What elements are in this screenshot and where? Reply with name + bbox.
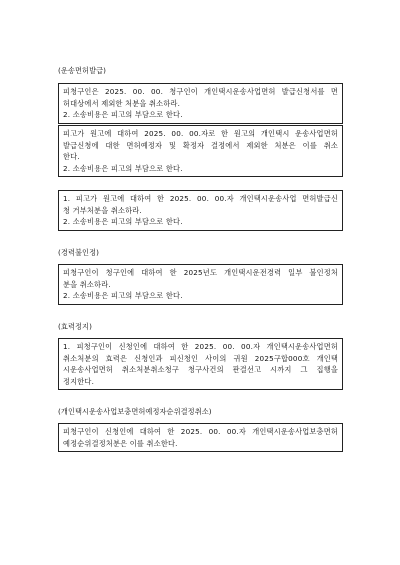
claim-line: 취소처분의 효력은 신청인과 피신청인 사이의 귀원 2025구합000호 개인택 xyxy=(63,353,338,363)
section-heading-suspension: (효력정지) xyxy=(58,322,92,331)
section-heading-license-issuance: (운송면허발급) xyxy=(58,66,107,75)
claim-line: 2. 소송비용은 피고의 부담으로 한다. xyxy=(63,291,183,300)
claim-line: 2. 소송비용은 피고의 부담으로 한다. xyxy=(63,110,183,119)
claim-line: 한다. xyxy=(63,152,80,161)
claim-line: 피청구인은 2025. 00. 00. 청구인이 개인택시운송사업면허 발급신청서를 면 xyxy=(63,87,338,96)
claim-line: 피청구인이 신청인에 대하여 한 2025. 00. 00.자 개인택시운송사업보충면허 xyxy=(63,427,338,436)
claim-box xyxy=(58,190,343,231)
claim-line: 발급신청에 대한 면허예정자 및 확정자 결정에서 제외한 처분은 이를 취소 xyxy=(63,140,338,150)
claim-line: 피청구인이 청구인에 대하여 한 2025년도 개인택시운전경력 일부 불인정처 xyxy=(63,268,338,277)
claim-line: 청 거부처분을 취소하라. xyxy=(63,205,142,215)
claim-box xyxy=(58,83,343,124)
section-heading-career-rejection: (경력불인정) xyxy=(58,248,100,257)
claim-line: 1. 피고가 원고에 대하여 한 2025. 00. 00.자 개인택시운송사업 면허발급신 xyxy=(63,194,338,203)
claim-line: 분을 취소하라. xyxy=(63,279,111,289)
claim-line: 2. 소송비용은 피고의 부담으로 한다. xyxy=(63,217,183,226)
claim-line: 허대상에서 제외한 처분을 취소하라. xyxy=(63,98,181,108)
claim-line: 정지한다. xyxy=(63,376,95,386)
claim-box xyxy=(58,264,343,305)
claim-box xyxy=(58,125,343,177)
claim-line: 시운송사업면허 취소처분취소청구 청구사건의 판결선고 시까지 그 집행을 xyxy=(63,365,338,374)
claim-line: 1. 피청구인이 신청인에 대하여 한 2025. 00. 00.자 개인택시운송사업면허 xyxy=(63,342,338,351)
claim-line: 2. 소송비용은 피고의 부담으로 한다. xyxy=(63,163,183,173)
claim-line: 피고가 원고에 대하여 2025. 00. 00.자로 한 원고의 개인택시 운송사업면허 xyxy=(63,129,338,138)
claim-box xyxy=(58,423,343,452)
section-heading-supplementary-license: (개인택시운송사업보충면허예정자순위결정취소) xyxy=(58,407,212,416)
claim-line: 예정순위결정처분은 이를 취소한다. xyxy=(63,438,178,448)
claim-box xyxy=(58,338,343,390)
